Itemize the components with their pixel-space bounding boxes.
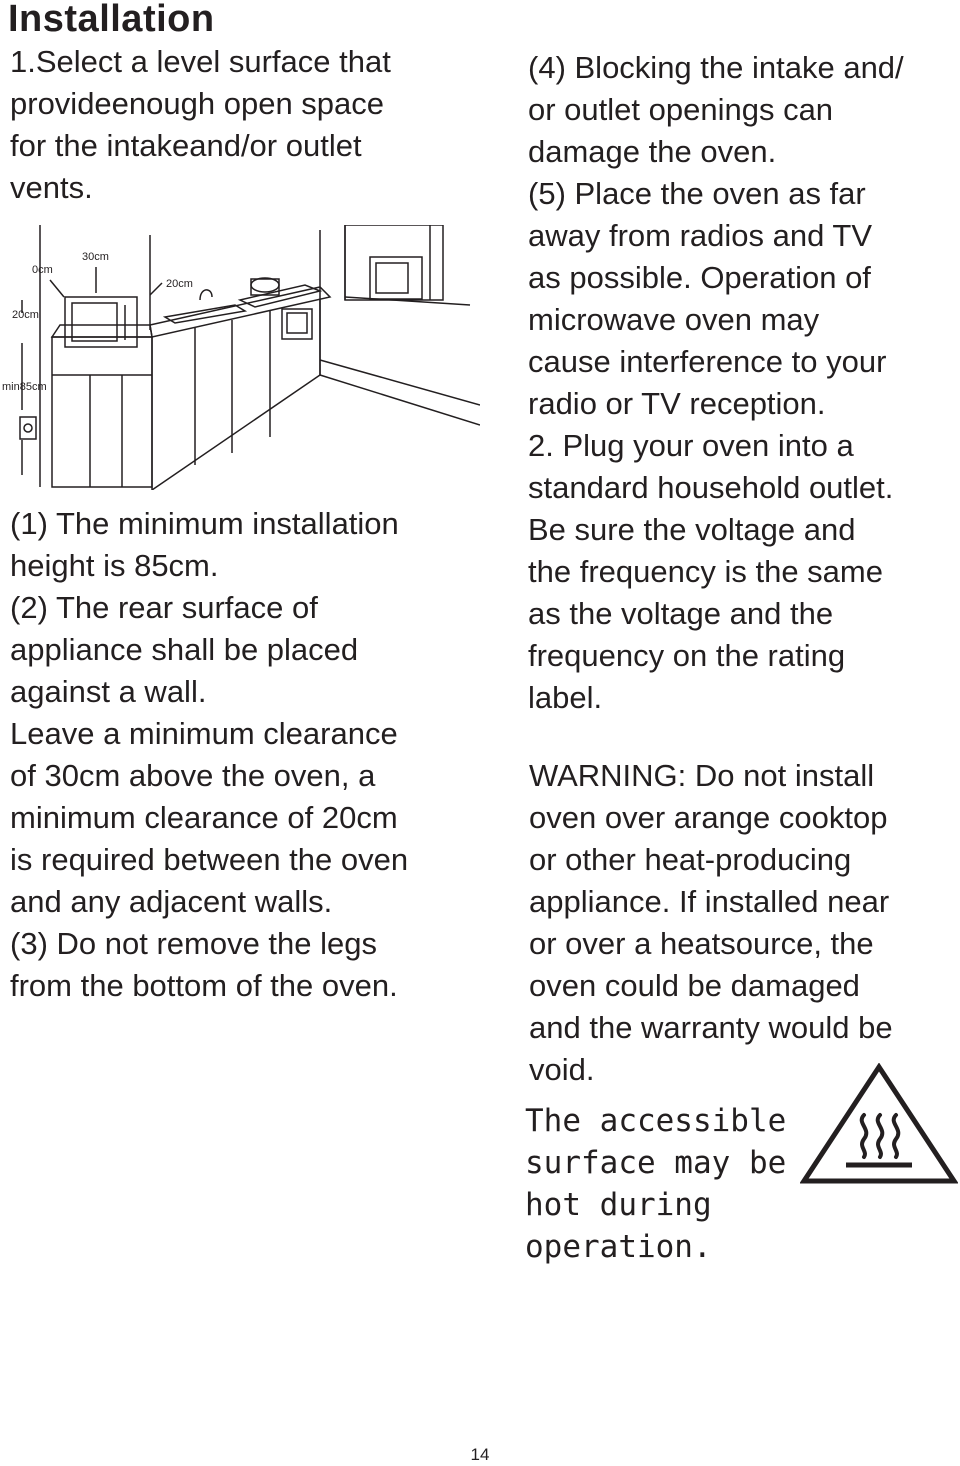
warning-text: WARNING: Do not install oven over arange cooktop or other heat-producing appliance. If installed near or over a heatsource, the oven could be damaged and the warranty would be void. — [529, 758, 893, 1087]
side-clearance-right-label: 20cm — [166, 278, 193, 290]
right-column — [528, 47, 953, 719]
intro-step-1 — [10, 41, 470, 209]
intro-text: 1.Select a level surface that provideenough open space for the intakeand/or outlet vents. — [10, 44, 391, 205]
note-1: (1) The minimum installation height is 85cm. — [10, 506, 399, 583]
note-4: (4) Blocking the intake and/ or outlet openings can damage the oven. — [528, 50, 904, 169]
note-5: (5) Place the oven as far away from radios and TV as possible. Operation of microwave oven may cause interference to your radio or TV reception. — [528, 176, 887, 421]
installation-diagram — [0, 225, 480, 490]
rear-clearance-label: 20cm — [12, 309, 39, 321]
left-column — [10, 503, 490, 1007]
side-clearance-left-label: 0cm — [32, 264, 53, 276]
min-height-label: min85cm — [2, 381, 47, 393]
hot-surface-warning-icon — [800, 1063, 958, 1185]
step-2: 2. Plug your oven into a standard household outlet. Be sure the voltage and the frequency is the same as the voltage and the frequency on the rating label. — [528, 428, 894, 715]
page-number: 14 — [470, 1445, 490, 1464]
note-2: (2) The rear surface of appliance shall be placed against a wall. Leave a minimum clearance of 30cm above the oven, a minimum clearance of 20cm is required between the oven and any adjacent walls. — [10, 590, 409, 919]
hot-surface-text: The accessible surface may be hot during operation. — [525, 1103, 787, 1265]
note-3: (3) Do not remove the legs from the bottom of the oven. — [10, 926, 398, 1003]
top-clearance-label: 30cm — [82, 251, 109, 263]
warning-block — [529, 755, 954, 1091]
page-heading: Installation — [8, 0, 215, 40]
